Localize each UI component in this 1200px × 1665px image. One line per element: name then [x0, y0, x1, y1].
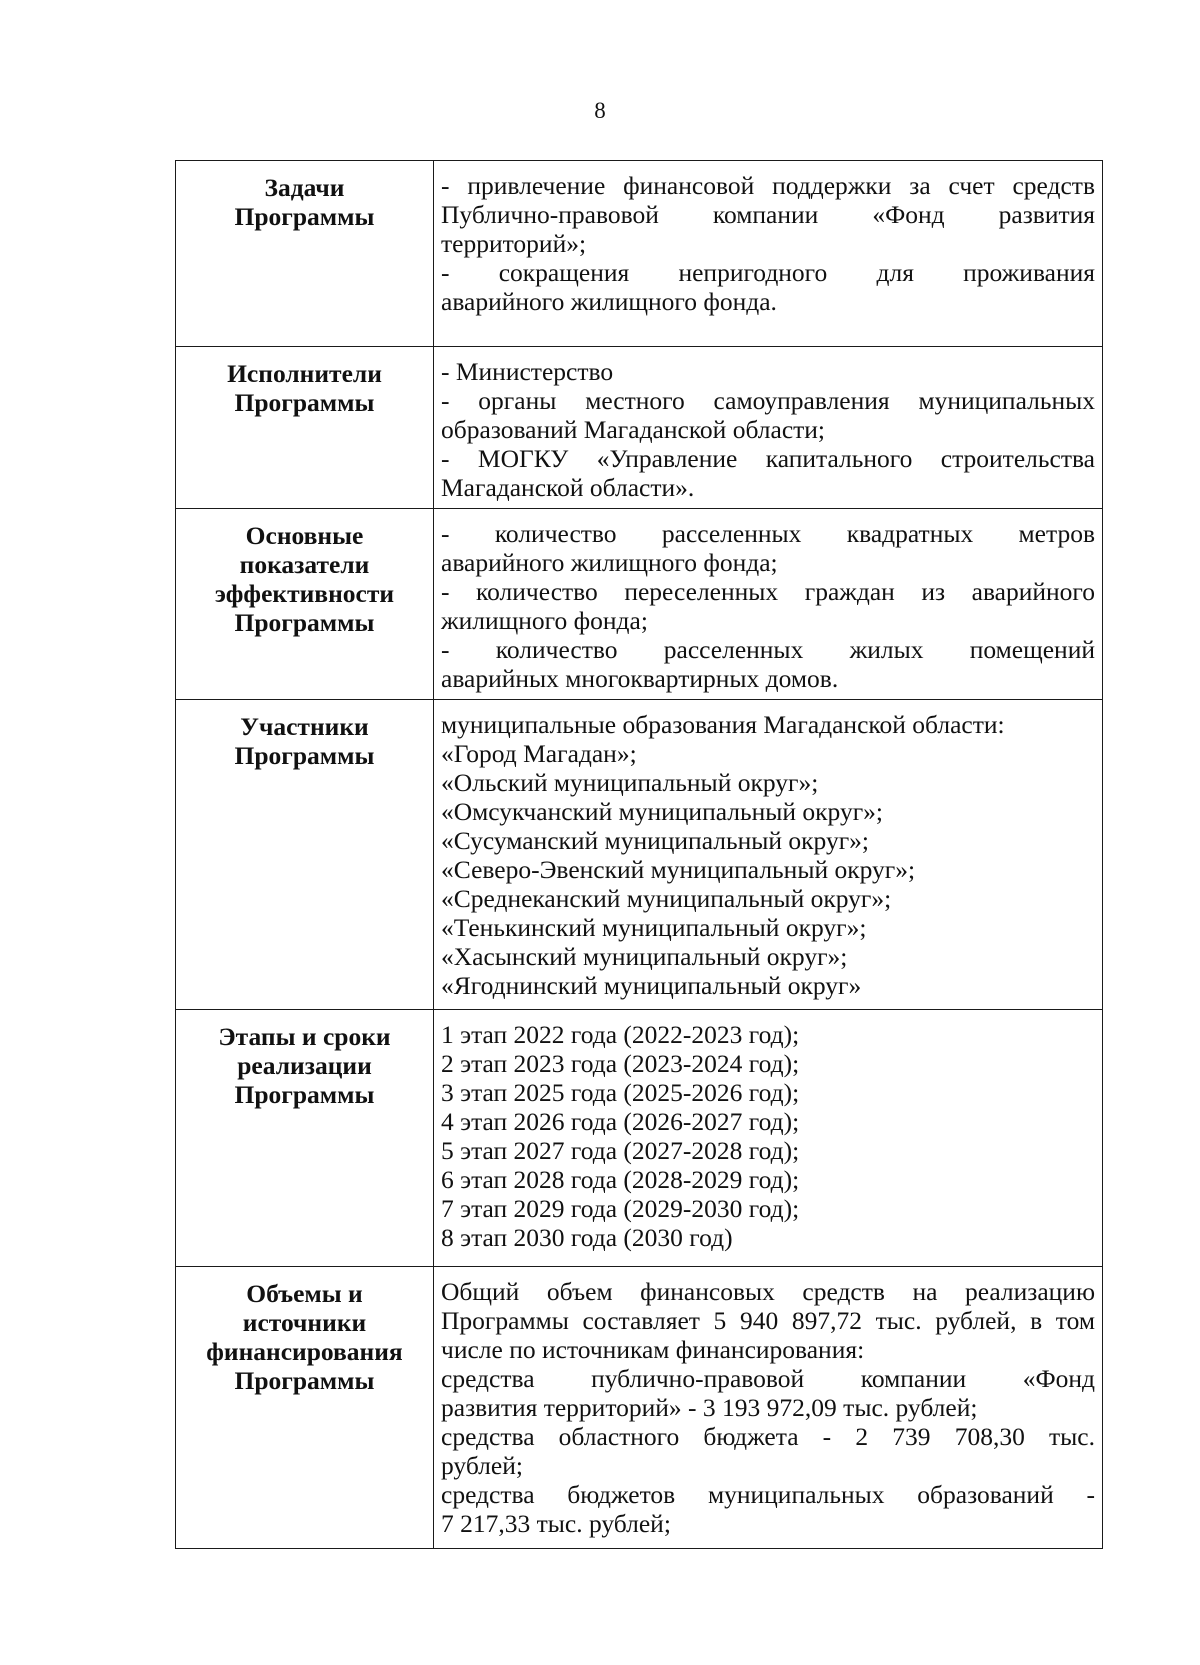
label-line: эффективности: [214, 579, 395, 608]
content-line: - органы местного самоуправления муниципальных: [441, 386, 1095, 415]
row-label-funding: [176, 1267, 434, 1549]
program-passport-table: [175, 160, 1103, 1549]
content-line: развития территорий» - 3 193 972,09 тыс. рублей;: [441, 1393, 978, 1422]
table-row: [176, 509, 1103, 700]
table-row: [176, 347, 1103, 509]
row-label-indicators: [176, 509, 434, 700]
content-line: Публично-правовой компании «Фонд развития: [441, 200, 1095, 229]
table-row: [176, 1010, 1103, 1267]
content-line: - сокращения непригодного для проживания: [441, 258, 1095, 287]
row-label-executors: [176, 347, 434, 509]
label-line: источники: [242, 1308, 367, 1337]
label-line: Задачи: [264, 173, 345, 202]
row-content-executors: [434, 347, 1103, 509]
content-line: территорий»;: [441, 229, 587, 258]
label-line: Программы: [234, 388, 375, 417]
label-line: Объемы и: [246, 1279, 363, 1308]
content-line: 6 этап 2028 года (2028-2029 год);: [441, 1165, 800, 1194]
row-label-stages: [176, 1010, 434, 1267]
label-line: показатели: [239, 550, 370, 579]
content-line: 4 этап 2026 года (2026-2027 год);: [441, 1107, 800, 1136]
content-line: - привлечение финансовой поддержки за счет средств: [441, 171, 1095, 200]
content-line: «Среднеканский муниципальный округ»;: [441, 884, 892, 913]
row-content-indicators: [434, 509, 1103, 700]
label-line: Программы: [234, 1366, 375, 1395]
content-line: Магаданской области».: [441, 473, 695, 502]
label-line: Программы: [234, 741, 375, 770]
row-content-funding: [434, 1267, 1103, 1549]
content-line: 2 этап 2023 года (2023-2024 год);: [441, 1049, 800, 1078]
label-line: Участники: [240, 712, 369, 741]
content-line: средства бюджетов муниципальных образований -: [441, 1480, 1095, 1509]
label-line: реализации: [237, 1051, 372, 1080]
content-line: «Ольский муниципальный округ»;: [441, 768, 819, 797]
content-line: «Северо-Эвенский муниципальный округ»;: [441, 855, 916, 884]
content-line: 7 217,33 тыс. рублей;: [441, 1509, 671, 1538]
content-line: 8 этап 2030 года (2030 год): [441, 1223, 733, 1252]
content-line: аварийных многоквартирных домов.: [441, 664, 839, 693]
content-line: «Сусуманский муниципальный округ»;: [441, 826, 869, 855]
content-line: рублей;: [441, 1451, 523, 1480]
table-row: [176, 700, 1103, 1010]
row-content-tasks: [434, 161, 1103, 347]
label-line: Программы: [234, 202, 375, 231]
content-line: средства областного бюджета - 2 739 708,30 тыс.: [441, 1422, 1095, 1451]
content-line: «Ягоднинский муниципальный округ»: [441, 971, 862, 1000]
content-line: аварийного жилищного фонда.: [441, 287, 777, 316]
table-row: [176, 1267, 1103, 1549]
content-line: 7 этап 2029 года (2029-2030 год);: [441, 1194, 800, 1223]
content-line: - МОГКУ «Управление капитального строительства: [441, 444, 1095, 473]
content-line: жилищного фонда;: [441, 606, 648, 635]
content-line: 3 этап 2025 года (2025-2026 год);: [441, 1078, 800, 1107]
content-line: Общий объем финансовых средств на реализацию: [441, 1277, 1095, 1306]
row-content-participants: [434, 700, 1103, 1010]
content-line: аварийного жилищного фонда;: [441, 548, 778, 577]
page-number: 8: [594, 98, 606, 123]
content-line: образований Магаданской области;: [441, 415, 826, 444]
content-line: 5 этап 2027 года (2027-2028 год);: [441, 1136, 800, 1165]
content-line: - количество переселенных граждан из аварийного: [441, 577, 1095, 606]
label-line: Основные: [245, 521, 364, 550]
content-line: средства публично-правовой компании «Фонд: [441, 1364, 1095, 1393]
content-line: 1 этап 2022 года (2022-2023 год);: [441, 1020, 800, 1049]
content-line: «Омсукчанский муниципальный округ»;: [441, 797, 884, 826]
label-line: Исполнители: [227, 359, 382, 388]
content-line: «Хасынский муниципальный округ»;: [441, 942, 848, 971]
table-row: [176, 161, 1103, 347]
content-line: Программы составляет 5 940 897,72 тыс. рублей, в том: [441, 1306, 1095, 1335]
row-label-tasks: [176, 161, 434, 347]
label-line: Этапы и сроки: [218, 1022, 391, 1051]
content-line: муниципальные образования Магаданской области:: [441, 710, 1005, 739]
content-line: «Город Магадан»;: [441, 739, 637, 768]
content-line: - количество расселенных жилых помещений: [441, 635, 1095, 664]
content-line: - Министерство: [441, 357, 614, 386]
label-line: Программы: [234, 608, 375, 637]
content-line: «Тенькинский муниципальный округ»;: [441, 913, 867, 942]
content-line: числе по источникам финансирования:: [441, 1335, 865, 1364]
row-content-stages: [434, 1010, 1103, 1267]
row-label-participants: [176, 700, 434, 1010]
content-line: - количество расселенных квадратных метров: [441, 519, 1095, 548]
label-line: финансирования: [206, 1337, 403, 1366]
label-line: Программы: [234, 1080, 375, 1109]
